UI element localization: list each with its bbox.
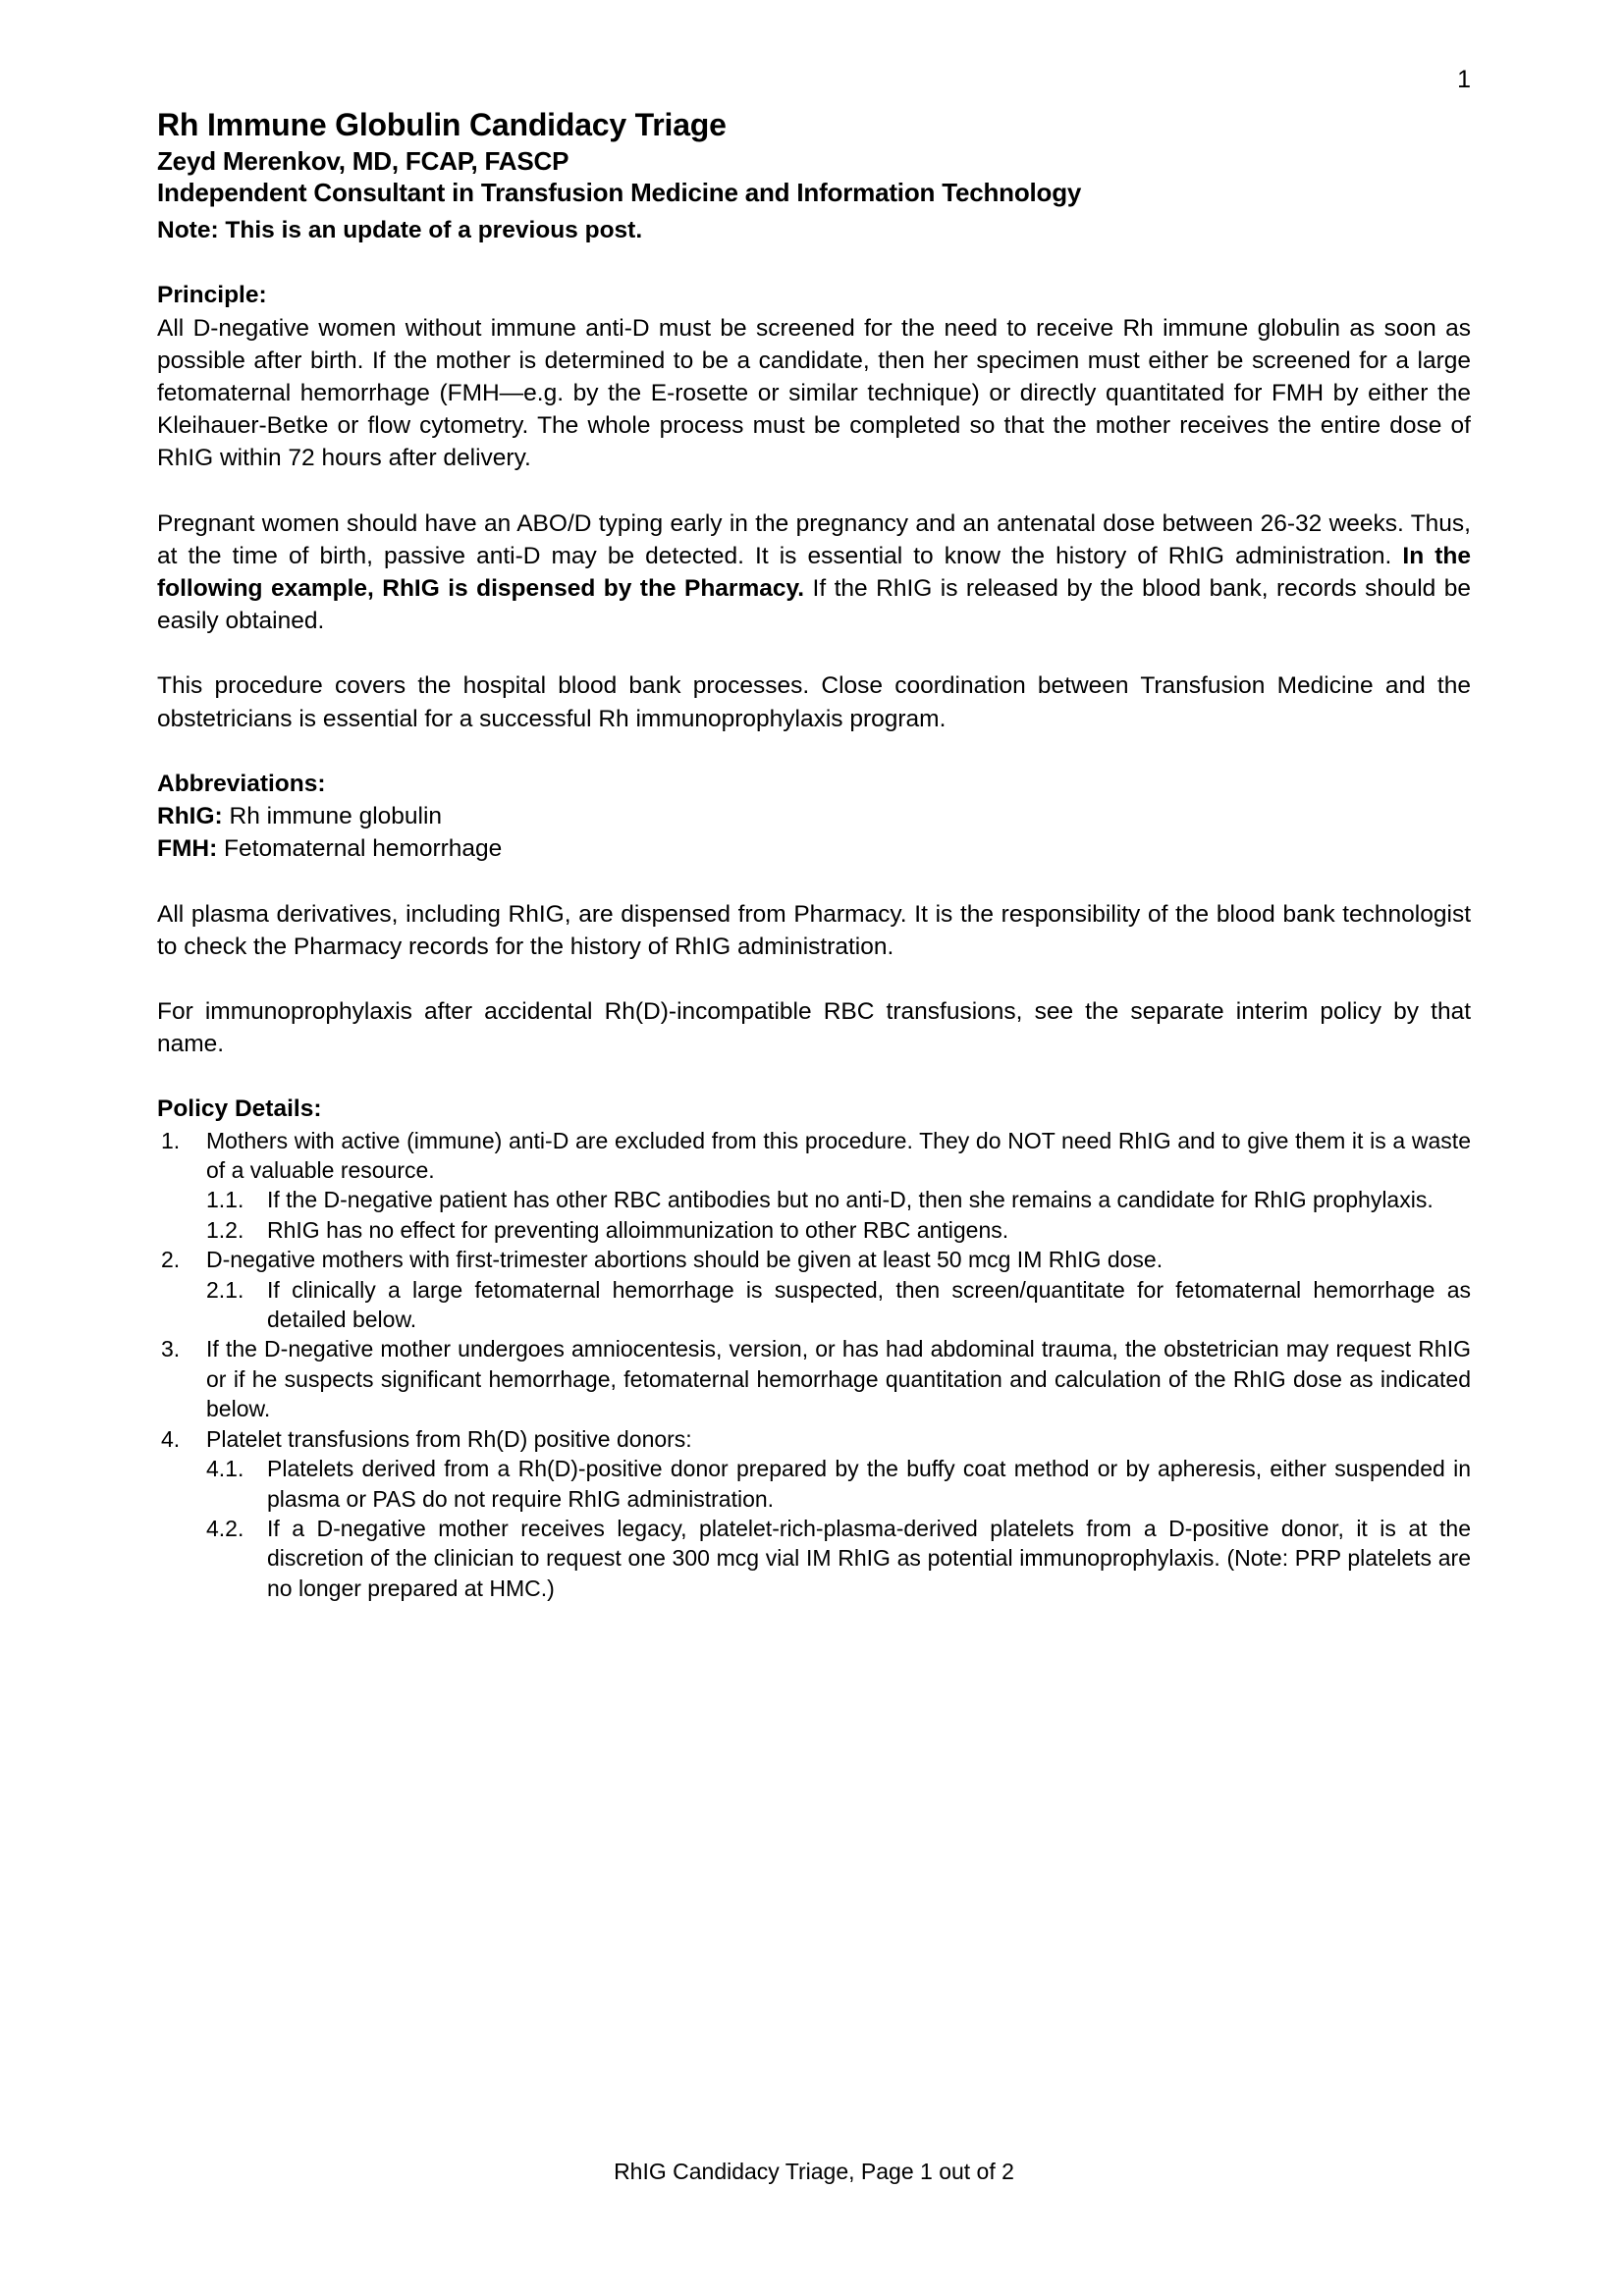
list-item-number: 4.2. — [206, 1515, 244, 1541]
document-author: Zeyd Merenkov, MD, FCAP, FASCP — [157, 146, 569, 176]
list-item-number: 1. — [161, 1127, 181, 1153]
list-item — [206, 1185, 1471, 1214]
abbreviation-fmh — [157, 832, 1471, 865]
abbreviation-fmh-term: FMH: — [157, 835, 218, 863]
policy-details-list — [157, 1126, 1471, 1604]
list-item — [206, 1215, 1471, 1245]
list-item — [206, 1514, 1471, 1603]
policy-details-heading: Policy Details: — [157, 1095, 322, 1123]
pregnancy-paragraph-part2: If the RhIG is released by the blood bank, records should be easily obtained. — [157, 575, 1471, 635]
principle-heading: Principle: — [157, 282, 267, 309]
page-footer: RhIG Candidacy Triage, Page 1 out of 2 — [614, 2159, 1014, 2184]
spacer — [157, 246, 1471, 279]
abbreviation-rhig — [157, 800, 1471, 832]
list-item-text: If a D-negative mother receives legacy, platelet-rich-plasma-derived platelets from a D-positive donor, it is at the discretion of the clinician to request one 300 mcg vial IM RhIG as potential immunoprophylaxis. (Note: PRP platelets are no longer prepared at HMC.) — [267, 1515, 1471, 1601]
principle-paragraph: All D-negative women without immune anti-D must be screened for the need to receive Rh immune globulin as soon as possible after birth. If the mother is determined to be a candidate, then her specimen must either be screened for a large fetomaternal hemorrhage (FMH—e.g. by the E-rosette or similar technique) or directly quantitated for FMH by either the Kleihauer-Betke or flow cytometry. The whole process must be completed so that the mother receives the entire dose of RhIG within 72 hours after delivery. — [157, 314, 1471, 472]
page-number: 1 — [1457, 66, 1471, 93]
pregnancy-paragraph — [157, 507, 1471, 638]
page-title: Rh Immune Globulin Candidacy Triage — [157, 107, 727, 142]
list-item-text: If the D-negative patient has other RBC antibodies but no anti-D, then she remains a candidate for RhIG prophylaxis. — [267, 1187, 1434, 1213]
abbreviation-rhig-term: RhIG: — [157, 803, 223, 830]
list-item-text: If the D-negative mother undergoes amniocentesis, version, or has had abdominal trauma, the obstetrician may request RhIG or if he suspects significant hemorrhage, fetomaternal hemorrhage quantitation and calculation of the RhIG dose as indicated below. — [206, 1336, 1471, 1422]
list-item-text: Platelet transfusions from Rh(D) positive donors: — [206, 1425, 692, 1452]
list-item — [206, 1275, 1471, 1335]
list-item-text: If clinically a large fetomaternal hemorrhage is suspected, then screen/quantitate for fetomaternal hemorrhage as detailed below. — [267, 1276, 1471, 1333]
list-item-number: 1.2. — [206, 1216, 244, 1243]
list-item-number: 3. — [161, 1336, 181, 1362]
list-item-number: 2. — [161, 1247, 181, 1273]
title-block — [157, 106, 1478, 208]
list-item — [157, 1334, 1471, 1423]
list-item-number: 2.1. — [206, 1276, 244, 1303]
spacer — [157, 865, 1471, 897]
list-item-number: 4.1. — [206, 1456, 244, 1482]
update-note: Note: This is an update of a previous post. — [157, 217, 643, 243]
document-affiliation: Independent Consultant in Transfusion Medicine and Information Technology — [157, 178, 1082, 207]
abbreviation-rhig-definition: Rh immune globulin — [222, 803, 443, 830]
list-item-text: RhIG has no effect for preventing alloimmunization to other RBC antigens. — [267, 1216, 1009, 1243]
procedure-paragraph: This procedure covers the hospital blood bank processes. Close coordination between Transfusion Medicine and the obstetricians is essential for a successful Rh immunoprophylaxis program. — [157, 672, 1471, 732]
policy-sublist — [206, 1454, 1471, 1603]
list-item — [206, 1454, 1471, 1514]
pregnancy-paragraph-part1: Pregnant women should have an ABO/D typing early in the pregnancy and an antenatal dose between 26-32 weeks. Thus, at the time of birth, passive anti-D may be detected. It is essential to know the history of RhIG administration. — [157, 509, 1471, 569]
abbreviation-fmh-definition: Fetomaternal hemorrhage — [217, 835, 503, 863]
list-item — [157, 1245, 1471, 1334]
abbreviations-heading: Abbreviations: — [157, 770, 326, 797]
list-item-number: 4. — [161, 1425, 181, 1452]
policy-sublist — [206, 1275, 1471, 1335]
policy-sublist — [206, 1185, 1471, 1245]
list-item — [157, 1126, 1471, 1246]
list-item-number: 1.1. — [206, 1187, 244, 1213]
plasma-derivatives-paragraph: All plasma derivatives, including RhIG, are dispensed from Pharmacy. It is the responsibility of the blood bank technologist to check the Pharmacy records for the history of RhIG administration. — [157, 900, 1471, 960]
list-item-text: D-negative mothers with first-trimester abortions should be given at least 50 mcg IM RhIG dose. — [206, 1247, 1164, 1273]
list-item-text: Platelets derived from a Rh(D)-positive donor prepared by the buffy coat method or by apheresis, either suspended in plasma or PAS do not require RhIG administration. — [267, 1456, 1471, 1512]
pregnancy-paragraph-emphasis: In the following example, RhIG is dispensed by the Pharmacy. — [157, 542, 1471, 603]
list-item — [157, 1424, 1471, 1603]
interim-policy-paragraph: For immunoprophylaxis after accidental Rh(D)-incompatible RBC transfusions, see the separate interim policy by that name. — [157, 998, 1471, 1058]
document-body — [157, 214, 1471, 1603]
list-item-text: Mothers with active (immune) anti-D are excluded from this procedure. They do NOT need RhIG and to give them it is a waste of a valuable resource. — [206, 1127, 1471, 1184]
